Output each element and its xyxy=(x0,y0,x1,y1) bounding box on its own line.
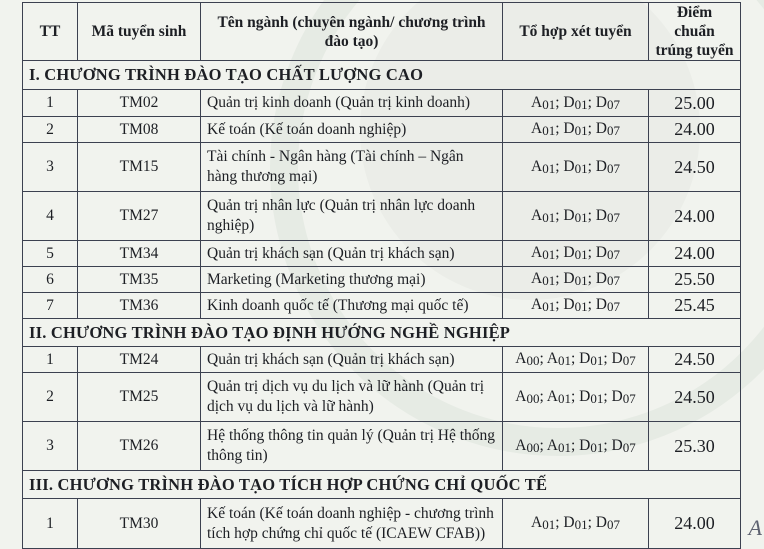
table-row xyxy=(23,422,741,471)
cell-ten: Kế toán (Kế toán doanh nghiệp) xyxy=(201,117,503,143)
cell-diem: 24.50 xyxy=(649,143,741,192)
table-row xyxy=(23,499,741,549)
cell-diem: 24.50 xyxy=(649,373,741,422)
table-row xyxy=(23,192,741,241)
cell-tt: 6 xyxy=(23,267,78,293)
table-row xyxy=(23,373,741,422)
cell-ma: TM35 xyxy=(78,267,201,293)
cell-ma: TM02 xyxy=(78,90,201,117)
header-ten: Tên ngành (chuyên ngành/ chương trình đào tạo) xyxy=(201,3,503,61)
cell-diem: 24.00 xyxy=(649,192,741,241)
header-row xyxy=(23,3,741,61)
header-diem: Điểm chuẩn trúng tuyển xyxy=(649,3,741,61)
cell-tt: 4 xyxy=(23,192,78,241)
header-tt: TT xyxy=(23,3,78,61)
section-title: III. CHƯƠNG TRÌNH ĐÀO TẠO TÍCH HỢP CHỨNG CHỈ QUỐC TẾ xyxy=(23,471,741,499)
cell-to-hop: A01; D01; D07 xyxy=(503,241,649,267)
cell-to-hop: A01; D01; D07 xyxy=(503,143,649,192)
cell-diem: 25.45 xyxy=(649,293,741,319)
section-title: II. CHƯƠNG TRÌNH ĐÀO TẠO ĐỊNH HƯỚNG NGHỀ NGHIỆP xyxy=(23,319,741,347)
cell-to-hop: A01; D01; D07 xyxy=(503,90,649,117)
cell-ten: Quản trị dịch vụ du lịch và lữ hành (Quản trị dịch vụ du lịch và lữ hành) xyxy=(201,373,503,422)
cell-diem: 25.30 xyxy=(649,422,741,471)
table-row xyxy=(23,90,741,117)
cell-ten: Quản trị kinh doanh (Quản trị kinh doanh) xyxy=(201,90,503,117)
cell-ten: Tài chính - Ngân hàng (Tài chính – Ngân hàng thương mại) xyxy=(201,143,503,192)
cell-diem: 25.00 xyxy=(649,90,741,117)
cell-ten: Kinh doanh quốc tế (Thương mại quốc tế) xyxy=(201,293,503,319)
cell-to-hop: A00; A01; D01; D07 xyxy=(503,422,649,471)
cell-to-hop: A01; D01; D07 xyxy=(503,267,649,293)
cell-to-hop: A00; A01; D01; D07 xyxy=(503,347,649,373)
cell-ten: Marketing (Marketing thương mại) xyxy=(201,267,503,293)
cell-tt: 3 xyxy=(23,422,78,471)
cell-tt: 1 xyxy=(23,499,78,549)
corner-mark: A xyxy=(748,515,762,540)
table-row xyxy=(23,347,741,373)
cell-diem: 24.00 xyxy=(649,241,741,267)
cell-tt: 2 xyxy=(23,117,78,143)
cell-to-hop: A01; D01; D07 xyxy=(503,192,649,241)
cell-ma: TM15 xyxy=(78,143,201,192)
section-row xyxy=(23,319,741,347)
table-row xyxy=(23,267,741,293)
cell-to-hop: A01; D01; D07 xyxy=(503,117,649,143)
header-ma: Mã tuyển sinh xyxy=(78,3,201,61)
header-to-hop: Tổ hợp xét tuyển xyxy=(503,3,649,61)
section-row xyxy=(23,471,741,499)
cell-to-hop: A01; D01; D07 xyxy=(503,293,649,319)
cell-ma: TM26 xyxy=(78,422,201,471)
section-title: I. CHƯƠNG TRÌNH ĐÀO TẠO CHẤT LƯỢNG CAO xyxy=(23,61,741,90)
cell-ma: TM36 xyxy=(78,293,201,319)
cell-to-hop: A01; D01; D07 xyxy=(503,499,649,549)
cell-diem: 25.50 xyxy=(649,267,741,293)
cell-ten: Kế toán (Kế toán doanh nghiệp - chương trình tích hợp chứng chỉ quốc tế (ICAEW CFAB)) xyxy=(201,499,503,549)
cell-diem: 24.50 xyxy=(649,347,741,373)
cell-tt: 1 xyxy=(23,347,78,373)
cell-tt: 5 xyxy=(23,241,78,267)
cell-ma: TM30 xyxy=(78,499,201,549)
cell-ten: Quản trị khách sạn (Quản trị khách sạn) xyxy=(201,241,503,267)
cell-ma: TM34 xyxy=(78,241,201,267)
cell-ten: Quản trị khách sạn (Quản trị khách sạn) xyxy=(201,347,503,373)
cell-to-hop: A00; A01; D01; D07 xyxy=(503,373,649,422)
cell-ma: TM24 xyxy=(78,347,201,373)
table-row xyxy=(23,117,741,143)
section-row xyxy=(23,61,741,90)
cell-tt: 3 xyxy=(23,143,78,192)
admission-scores-table xyxy=(22,2,741,549)
cell-tt: 2 xyxy=(23,373,78,422)
cell-diem: 24.00 xyxy=(649,499,741,549)
cell-tt: 1 xyxy=(23,90,78,117)
table-row xyxy=(23,241,741,267)
cell-ma: TM25 xyxy=(78,373,201,422)
cell-ten: Quản trị nhân lực (Quản trị nhân lực doanh nghiệp) xyxy=(201,192,503,241)
cell-ma: TM08 xyxy=(78,117,201,143)
cell-diem: 24.00 xyxy=(649,117,741,143)
table-row xyxy=(23,143,741,192)
table-row xyxy=(23,293,741,319)
cell-ma: TM27 xyxy=(78,192,201,241)
cell-tt: 7 xyxy=(23,293,78,319)
cell-ten: Hệ thống thông tin quản lý (Quản trị Hệ thống thông tin) xyxy=(201,422,503,471)
